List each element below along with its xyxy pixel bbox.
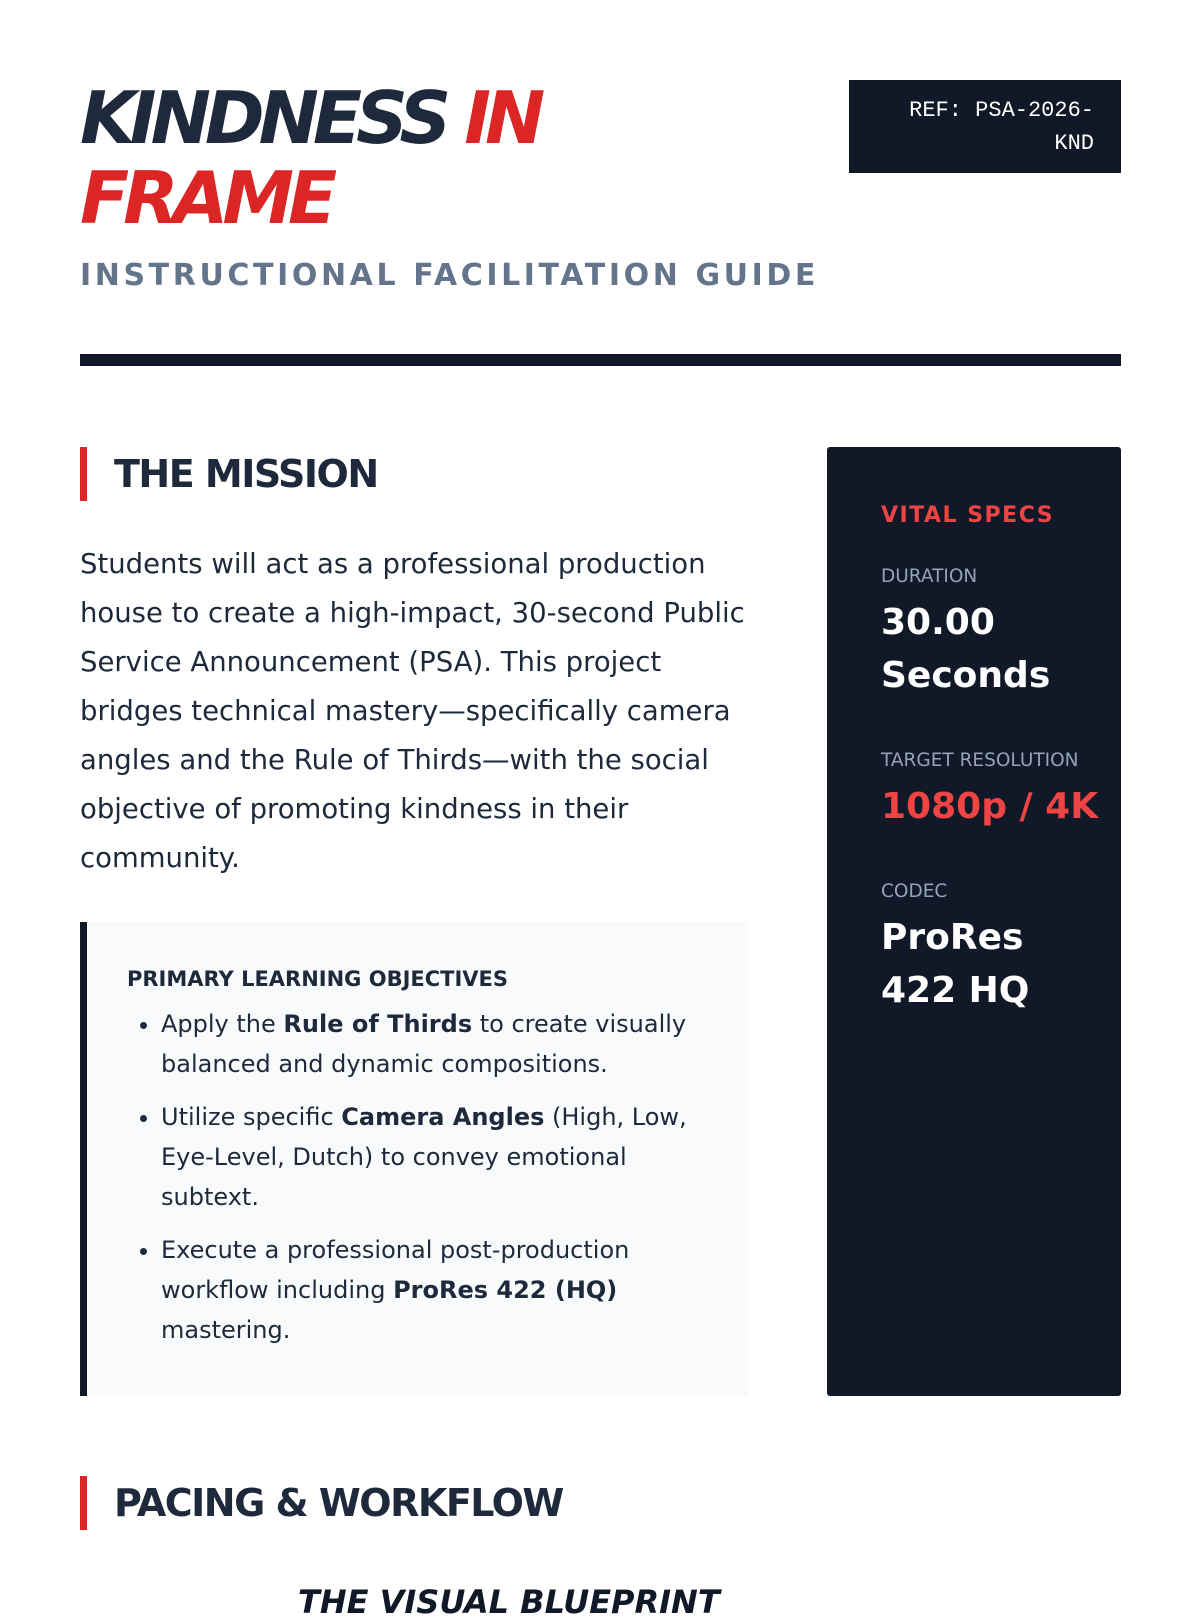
specs-heading: VITAL SPECS: [881, 503, 1055, 528]
learning-objectives-box: [80, 922, 748, 1396]
spec-value: 1080p / 4K: [881, 786, 1099, 827]
objective-text: Apply the: [161, 1010, 284, 1038]
vital-specs-panel: [827, 447, 1121, 1396]
objective-text: mastering.: [161, 1316, 291, 1344]
objective-highlight: ProRes 422 (HQ): [393, 1276, 618, 1304]
section-accent-bar: [80, 1476, 87, 1530]
objective-text: Execute a professional post-production workflow including: [161, 1236, 630, 1304]
objective-item: [161, 1230, 716, 1350]
header-divider: [80, 354, 1121, 366]
reference-code-line2: KND: [1054, 131, 1094, 156]
page-subtitle: INSTRUCTIONAL FACILITATION GUIDE: [80, 258, 820, 293]
spec-codec: [881, 879, 1101, 1017]
page-title: [80, 78, 800, 238]
section-accent-bar: [80, 447, 87, 501]
title-kindness: KINDNESS: [80, 76, 465, 160]
objective-highlight: Rule of Thirds: [283, 1010, 473, 1038]
spec-label: DURATION: [881, 566, 978, 587]
spec-duration: [881, 564, 1101, 702]
spec-value: 30.00 Seconds: [881, 602, 1051, 696]
objective-item: [161, 1004, 716, 1084]
visual-blueprint-heading: THE VISUAL BLUEPRINT: [298, 1583, 720, 1621]
spec-label: CODEC: [881, 881, 948, 902]
spec-label: TARGET RESOLUTION: [881, 750, 1079, 771]
objective-text: to create visually balanced and dynamic compositions.: [161, 1010, 687, 1078]
spec-value: ProRes 422 HQ: [881, 917, 1030, 1011]
objective-text: Utilize specific: [161, 1103, 342, 1131]
reference-badge: [849, 80, 1121, 173]
mission-description: Students will act as a professional production house to create a high-impact, 30-second Public Service Announcement (PSA). This project bridges technical mastery—specifically camera angles and the Rule of Thirds—with the social objective of promoting kindness in their community.: [80, 548, 745, 874]
mission-heading: THE MISSION: [114, 452, 378, 496]
spec-resolution: [881, 748, 1101, 833]
objectives-heading: PRIMARY LEARNING OBJECTIVES: [127, 967, 509, 991]
title-frame: FRAME: [80, 156, 332, 240]
reference-code-line1: REF: PSA-2026-: [909, 98, 1094, 123]
objective-item: [161, 1097, 716, 1217]
objective-text: (High, Low, Eye-Level, Dutch) to convey emotional subtext.: [161, 1103, 687, 1211]
objectives-list: [127, 1004, 716, 1350]
pacing-heading: PACING & WORKFLOW: [114, 1481, 563, 1525]
objective-highlight: Camera Angles: [341, 1103, 545, 1131]
title-in: IN: [464, 76, 540, 160]
